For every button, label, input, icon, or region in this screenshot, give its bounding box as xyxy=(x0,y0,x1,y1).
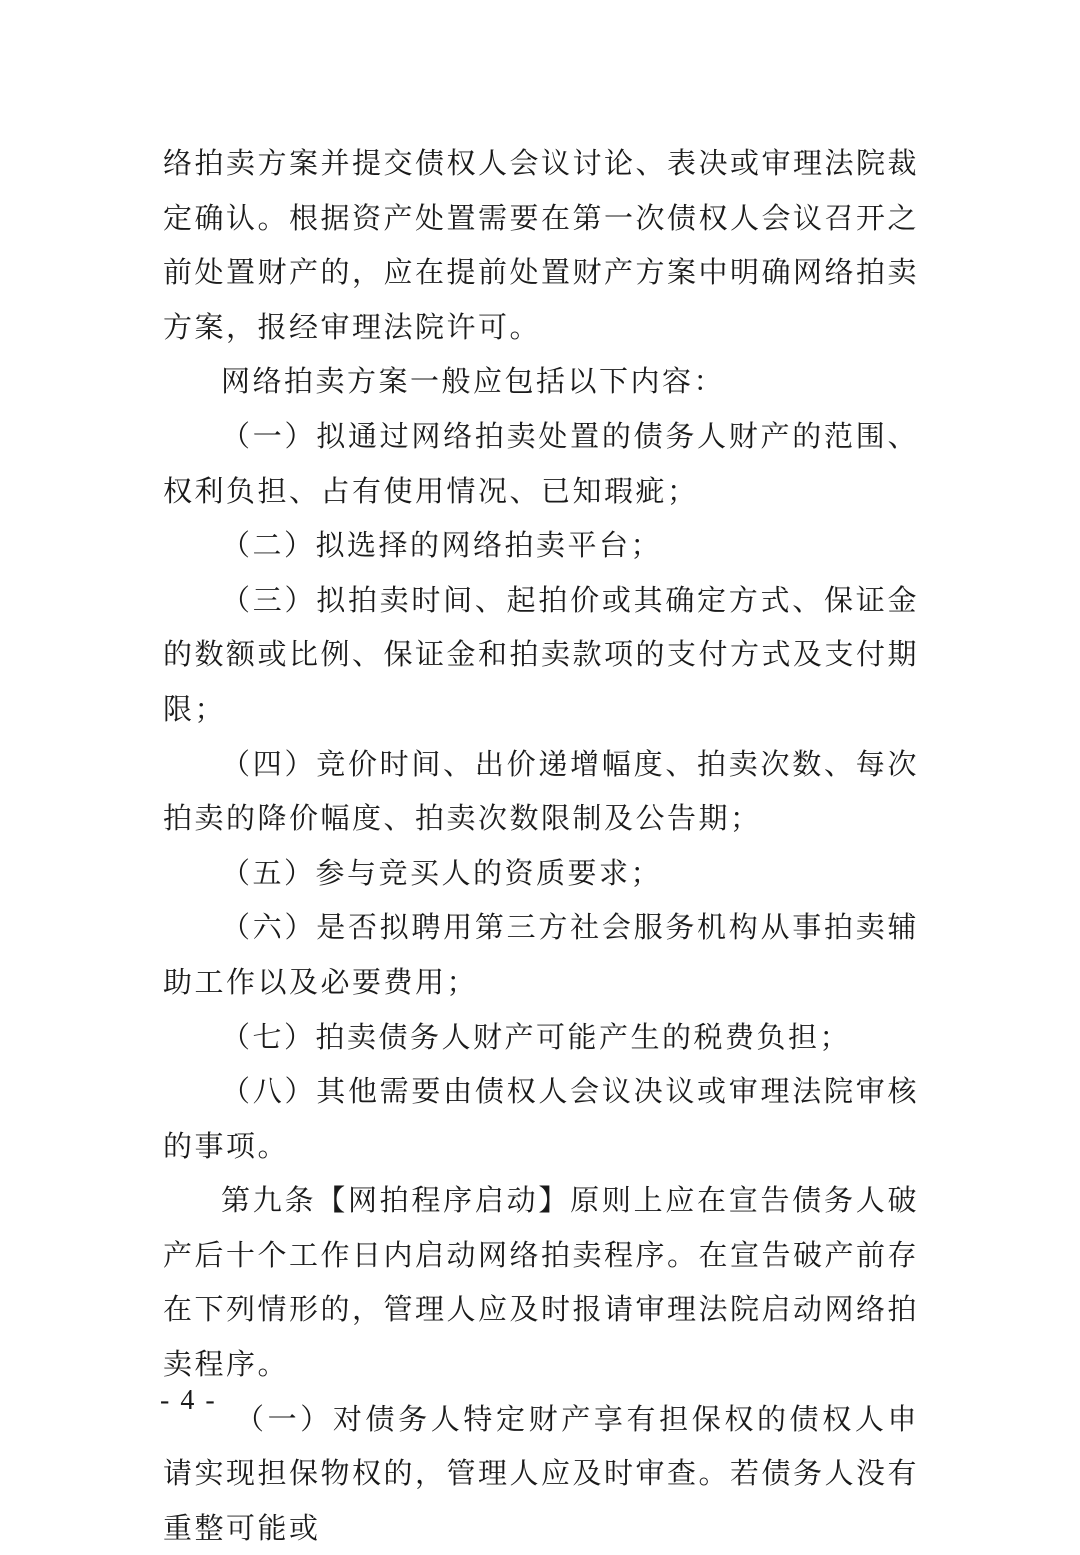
list-item-8: （八）其他需要由债权人会议决议或审理法院审核的事项。 xyxy=(163,1074,919,1163)
list-item-7: （七）拍卖债务人财产可能产生的税费负担； xyxy=(221,1019,852,1054)
list-item-1: （一）拟通过网络拍卖处置的债务人财产的范围、权利负担、占有使用情况、已知瑕疵； xyxy=(163,418,919,508)
list-item-4: （四）竞价时间、出价递增幅度、拍卖次数、每次拍卖的降价幅度、拍卖次数限制及公告期； xyxy=(163,746,919,836)
list-item-5: （五）参与竞买人的资质要求； xyxy=(221,855,663,890)
list-item-3: （三）拟拍卖时间、起拍价或其确定方式、保证金的数额或比例、保证金和拍卖款项的支付方式及支付期限； xyxy=(163,582,920,726)
document-body xyxy=(163,136,919,1555)
page-number: - 4 - xyxy=(160,1385,217,1416)
paragraph-auction-plan-continued: 络拍卖方案并提交债权人会议讨论、表决或审理法院裁定确认。根据资产处置需要在第一次债权人会议召开之前处置财产的，应在提前处置财产方案中明确网络拍卖方案，报经审理法院许可。 xyxy=(163,146,920,344)
article-9-paragraph: 第九条【网拍程序启动】原则上应在宣告债务人破产后十个工作日内启动网络拍卖程序。在宣告破产前存在下列情形的，管理人应及时报请审理法院启动网络拍卖程序。 xyxy=(163,1183,920,1382)
list-item-2: （二）拟选择的网络拍卖平台； xyxy=(221,528,663,563)
article-9-item-1: （一）对债务人特定财产享有担保权的债权人申请实现担保物权的，管理人应及时审查。若债务人没有重整可能或 xyxy=(163,1401,920,1545)
list-item-6: （六）是否拟聘用第三方社会服务机构从事拍卖辅助工作以及必要费用； xyxy=(163,910,919,999)
paragraph-plan-contents-intro: 网络拍卖方案一般应包括以下内容： xyxy=(221,364,726,399)
